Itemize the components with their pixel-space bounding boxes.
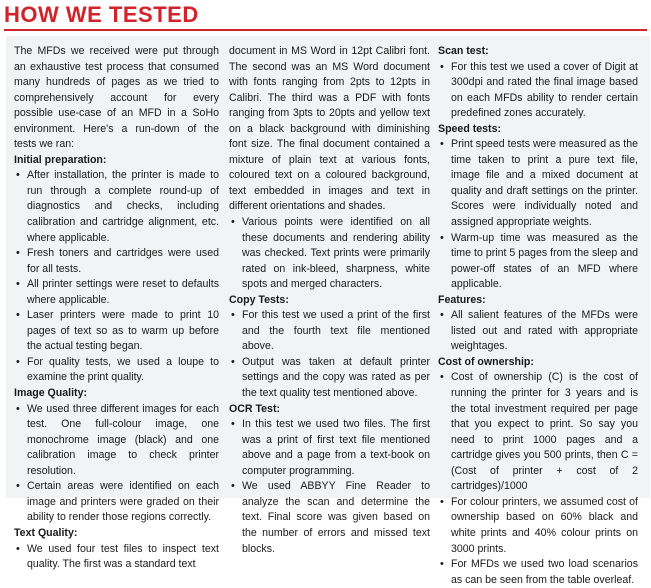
text-quality-list-continued	[229, 215, 430, 293]
heading-speed-tests: Speed tests:	[438, 122, 501, 135]
scan-test-list	[438, 60, 638, 122]
copy-tests-list	[229, 308, 430, 401]
list-item: • For quality tests, we used a loupe to examine the print quality.	[14, 355, 219, 386]
list-item: • In this test we used two files. The first was a print of first text file mentioned above and a page from a text-book on computer programming.	[229, 417, 430, 479]
list-item: • We used three different images for each test. One full-colour image, one monochrome image (black) and one calibration image to check printer resolution.	[14, 402, 219, 480]
column-2	[229, 44, 430, 557]
list-item: • For colour printers, we assumed cost of ownership based on 60% black and white prints and 40% colour prints on 3000 prints.	[438, 495, 638, 557]
list-item: • We used ABBYY Fine Reader to analyze the scan and determine the text. Final score was given based on the number of errors and missed text blocks.	[229, 479, 430, 557]
ocr-test-list	[229, 417, 430, 557]
intro-paragraph: The MFDs we received were put through an exhaustive test process that consumed many hundreds of pages as we tried to comprehensively account for every possible use-case of an MFD in a SoHo environment. Here's a run-down of the tests we ran:	[14, 45, 219, 151]
list-item: • Fresh toners and cartridges were used for all tests.	[14, 246, 219, 277]
text-quality-continued: document in MS Word in 12pt Calibri font. The second was an MS Word document with fonts ranging from 2pts to 12pts in Calibri. The third was a PDF with fonts ranging from 3pts to 20pts and yellow text on a black background with diminishing font size. The final document contained a mixture of plain text at various fonts, coloured text on a coloured background, text embedded in images and text in different orientations and shades.	[229, 45, 430, 213]
list-item: • Various points were identified on all these documents and rendering ability was checked. Text prints were primarily rated on ink-bleed, sharpness, white spots and merged characters.	[229, 215, 430, 293]
cost-of-ownership-list	[438, 370, 638, 588]
list-item: • For this test we used a cover of Digit at 300dpi and rated the final image based on each MFDs ability to render certain predefined zones accurately.	[438, 60, 638, 122]
list-item: • Cost of ownership (C) is the cost of running the printer for 3 years and is the total investment required per page that you expect to print. So say you need to print 1000 pages and a cartridge gives you 500 prints, then C = (Cost of printer + cost of 2 cartridges)/1000	[438, 370, 638, 494]
list-item: • Laser printers were made to print 10 pages of text so as to warm up before the actual testing began.	[14, 308, 219, 355]
features-list	[438, 308, 638, 355]
heading-copy-tests: Copy Tests:	[229, 293, 289, 306]
title-underline	[4, 29, 647, 31]
column-3	[438, 44, 638, 588]
heading-cost-of-ownership: Cost of ownership:	[438, 355, 534, 368]
speed-tests-list	[438, 137, 638, 292]
heading-image-quality: Image Quality:	[14, 387, 87, 400]
heading-initial-preparation: Initial preparation:	[14, 153, 107, 166]
text-quality-list	[14, 542, 219, 573]
list-item: • All printer settings were reset to defaults where applicable.	[14, 277, 219, 308]
heading-features: Features:	[438, 293, 486, 306]
section-title: HOW WE TESTED	[4, 2, 199, 27]
heading-scan-test: Scan test:	[438, 45, 489, 57]
list-item: • All salient features of the MFDs were listed out and rated with appropriate weightages.	[438, 308, 638, 355]
list-item: • After installation, the printer is made to run through a complete round-up of diagnostics and checks, including calibration and cartridge alignment, etc. where applicable.	[14, 168, 219, 246]
list-item: • We used four test files to inspect text quality. The first was a standard text	[14, 542, 219, 573]
list-item: • For MFDs we used two load scenarios as can be seen from the table overleaf.	[438, 557, 638, 588]
image-quality-list	[14, 402, 219, 526]
list-item: • Output was taken at default printer settings and the copy was rated as per the text quality test mentioned above.	[229, 355, 430, 402]
list-item: • Certain areas were identified on each image and printers were graded on their ability to render those regions correctly.	[14, 479, 219, 526]
heading-ocr-test: OCR Test:	[229, 402, 281, 415]
list-item: • Warm-up time was measured as the time to print 5 pages from the sleep and power-off states of an MFD where applicable.	[438, 231, 638, 293]
article-body	[6, 36, 650, 586]
heading-text-quality: Text Quality:	[14, 526, 78, 539]
column-1	[14, 44, 219, 573]
list-item: • Print speed tests were measured as the time taken to print a pure text file, image file and a mixed document at quality and draft settings on the printer. Scores were individually noted and assigned appropriate weights.	[438, 137, 638, 230]
list-item: • For this test we used a print of the first and the fourth text file mentioned above.	[229, 308, 430, 355]
initial-preparation-list	[14, 168, 219, 386]
